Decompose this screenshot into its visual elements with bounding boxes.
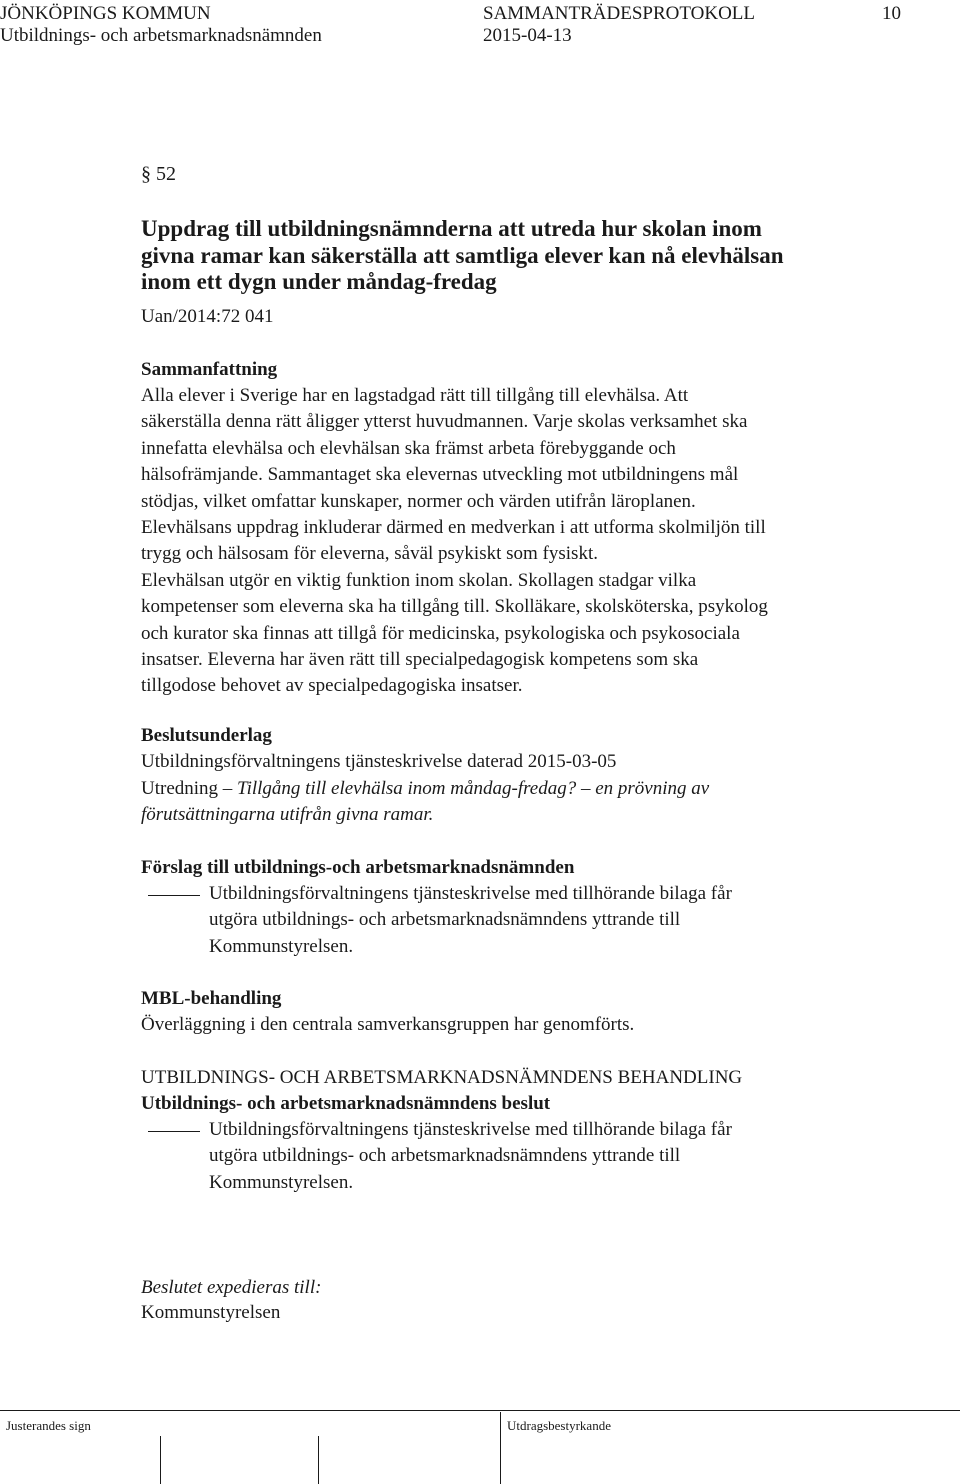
decision-line: Utbildningsförvaltningens tjänsteskrivelse med tillhörande bilaga får xyxy=(209,1119,732,1140)
basis-line xyxy=(141,776,709,802)
header-committee: Utbildnings- och arbetsmarknadsnämnden xyxy=(0,25,322,46)
summary-line: trygg och hälsosam för eleverna, såväl psykiskt som fysiskt. xyxy=(141,543,598,565)
case-id: Uan/2014:72 041 xyxy=(141,306,274,327)
basis-document-title: Tillgång till elevhälsa inom måndag-fredag? – en prövning av xyxy=(237,778,710,799)
basis-heading: Beslutsunderlag xyxy=(141,725,272,746)
treatment-heading: UTBILDNINGS- OCH ARBETSMARKNADSNÄMNDENS BEHANDLING xyxy=(141,1067,743,1088)
header-doc-type: SAMMANTRÄDESPROTOKOLL xyxy=(483,3,756,24)
basis-document-title-cont: förutsättningarna utifrån givna ramar. xyxy=(141,804,434,825)
signature-box-divider xyxy=(318,1436,319,1484)
footer-certified-label: Utdragsbestyrkande xyxy=(507,1418,611,1433)
mbl-text: Överläggning i den centrala samverkansgruppen har genomförts. xyxy=(141,1014,635,1035)
decision-text xyxy=(209,1117,732,1196)
proposal-dash xyxy=(148,895,200,896)
summary-line: Elevhälsans uppdrag inkluderar därmed en medverkan i att utforma skolmiljön till xyxy=(141,517,766,539)
summary-line: tillgodose behovet av specialpedagogiska insatser. xyxy=(141,675,523,697)
summary-line: stödjas, vilket omfattar kunskaper, normer och värden utifrån läroplanen. xyxy=(141,490,696,512)
decision-line: Kommunstyrelsen. xyxy=(209,1171,354,1193)
paragraph-number: § 52 xyxy=(141,163,176,185)
proposal-text xyxy=(209,881,732,960)
footer-sign-label: Justerandes sign xyxy=(6,1418,91,1433)
summary-line: Elevhälsan utgör en viktig funktion inom skolan. Skollagen stadgar vilka xyxy=(141,569,697,591)
proposal-heading: Förslag till utbildnings-och arbetsmarknadsnämnden xyxy=(141,857,575,878)
header-org: JÖNKÖPINGS KOMMUN xyxy=(0,3,211,24)
footer-divider xyxy=(0,1410,960,1411)
summary-line: hälsofrämjande. Sammantaget ska elevernas utveckling mot utbildningens mål xyxy=(141,464,739,486)
summary-line: och kurator ska finnas att tillgå för medicinska, psykologiska och psykosociala xyxy=(141,622,740,644)
proposal-line: Utbildningsförvaltningens tjänsteskrivelse med tillhörande bilaga får xyxy=(209,883,732,904)
summary-heading: Sammanfattning xyxy=(141,359,278,380)
proposal-line: Kommunstyrelsen. xyxy=(209,935,354,957)
summary-line: innefatta elevhälsa och elevhälsan ska främst arbeta förebyggande och xyxy=(141,437,676,459)
summary-text xyxy=(141,383,768,700)
decision-line: utgöra utbildnings- och arbetsmarknadsnämndens yttrande till xyxy=(209,1145,681,1167)
header-date: 2015-04-13 xyxy=(483,25,572,46)
decision-dash xyxy=(148,1131,200,1132)
summary-line: Alla elever i Sverige har en lagstadgad rätt till tillgång till elevhälsa. Att xyxy=(141,385,689,406)
dispatch-label: Beslutet expedieras till: xyxy=(141,1277,322,1298)
footer-center-divider xyxy=(500,1412,501,1484)
dispatch-recipient: Kommunstyrelsen xyxy=(141,1302,281,1323)
mbl-heading: MBL-behandling xyxy=(141,988,282,1009)
summary-line: kompetenser som eleverna ska ha tillgång till. Skolläkare, skolsköterska, psykolog xyxy=(141,596,768,618)
item-title xyxy=(141,216,784,296)
summary-line: insatser. Eleverna har även rätt till specialpedagogisk kompetens som ska xyxy=(141,649,699,671)
title-line: Uppdrag till utbildningsnämnderna att utreda hur skolan inom xyxy=(141,216,762,241)
summary-line: säkerställa denna rätt åligger ytterst huvudmannen. Varje skolas verksamhet ska xyxy=(141,411,748,433)
basis-line: Utbildningsförvaltningens tjänsteskrivelse daterad 2015-03-05 xyxy=(141,751,617,772)
proposal-line: utgöra utbildnings- och arbetsmarknadsnämndens yttrande till xyxy=(209,909,681,931)
basis-prefix: Utredning – xyxy=(141,778,238,799)
header-page-number: 10 xyxy=(882,3,901,24)
title-line: givna ramar kan säkerställa att samtliga elever kan nå elevhälsan xyxy=(141,242,784,268)
decision-heading: Utbildnings- och arbetsmarknadsnämndens beslut xyxy=(141,1093,551,1114)
title-line: inom ett dygn under måndag-fredag xyxy=(141,269,497,294)
signature-box-divider xyxy=(160,1436,161,1484)
